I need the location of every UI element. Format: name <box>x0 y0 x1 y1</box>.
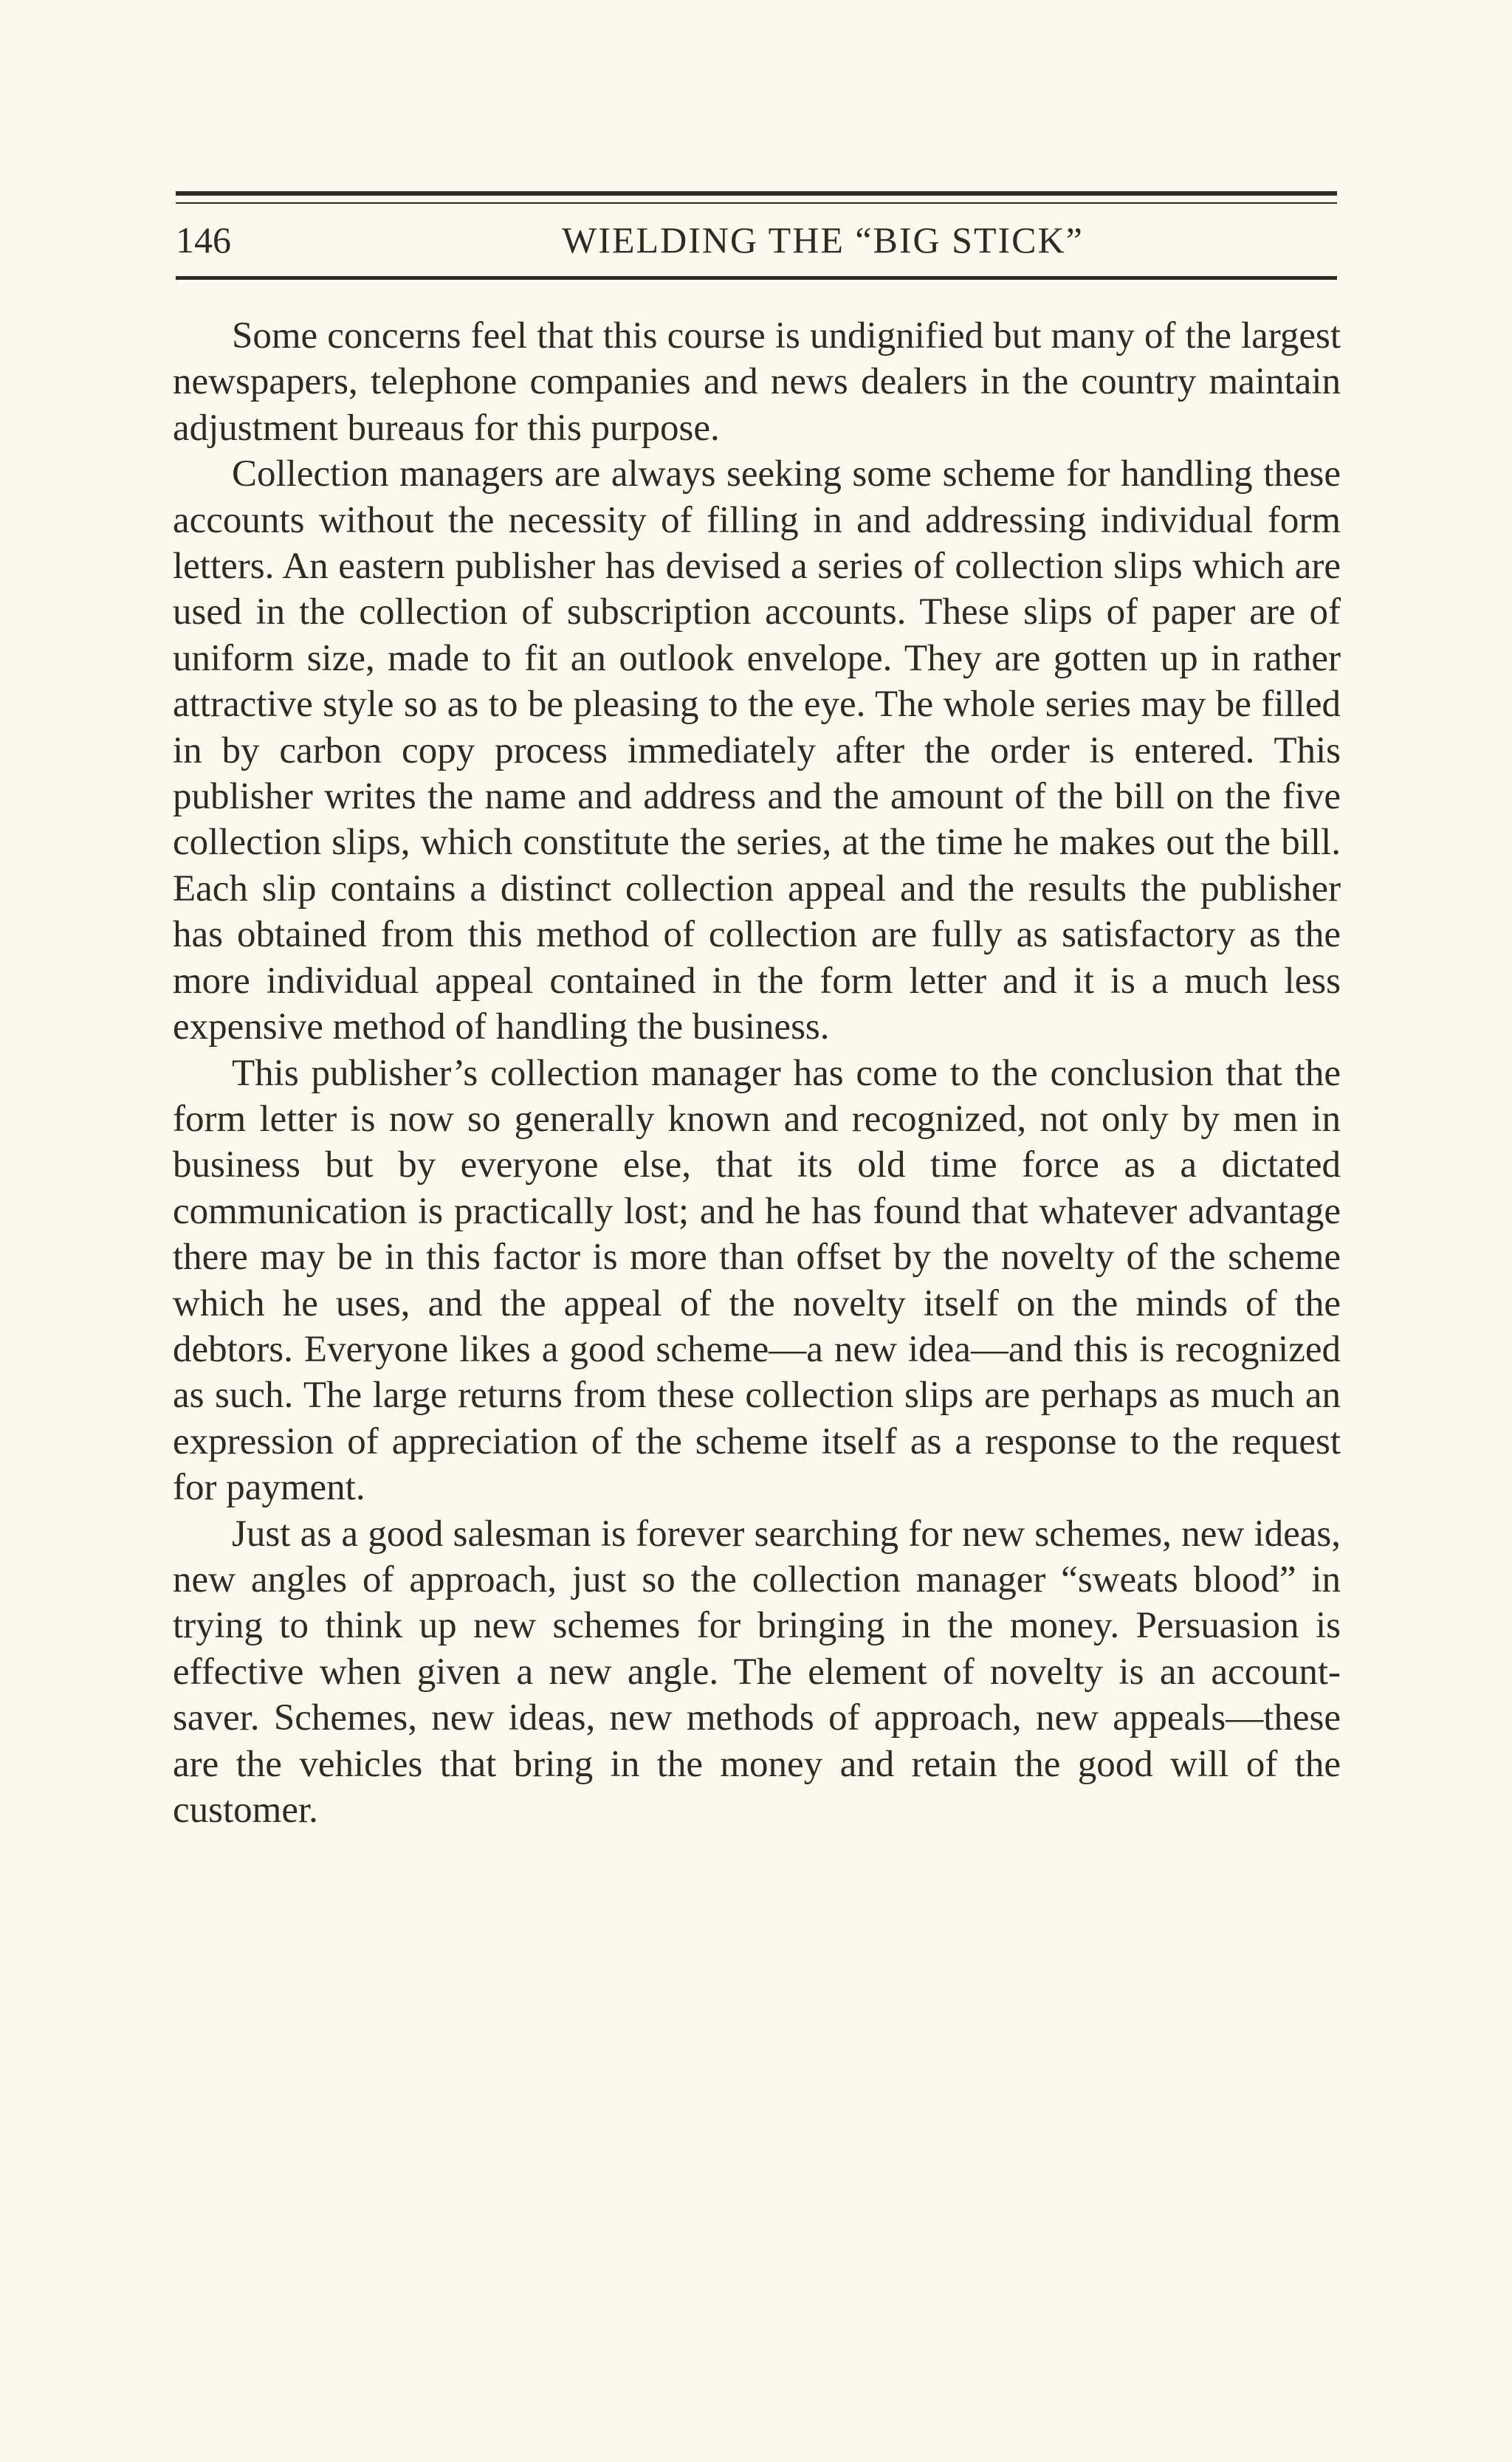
paragraph: This publisher’s collection manager has come to the conclusion that the form letter is now so generally known and recognized, not only by men in business but by everyone else, that its old time force as a dictated communication is practically lost; and he has found that whatever advantage there may be in this factor is more than offset by the novelty of the scheme which he uses, and the appeal of the novelty itself on the minds of the debtors. Everyone likes a good scheme—a new idea—and this is recognized as such. The large returns from these collection slips are perhaps as much an expression of appreciation of the scheme itself as a response to the request for payment. <box>173 1052 1341 1509</box>
page-number: 146 <box>176 219 231 261</box>
paragraph: Just as a good salesman is forever searching for new schemes, new ideas, new angles of approach, just so the collection manager “sweats blood” in trying to think up new schemes for bringing in the money. Persuasion is effective when given a new angle. The element of novelty is an account-saver. Schemes, new ideas, new methods of approach, new appeals—these are the vehicles that bring in the money and retain the good will of the customer. <box>173 1513 1341 1831</box>
header-rule-bottom <box>176 276 1337 280</box>
paragraph: Some concerns feel that this course is undignified but many of the largest newspapers, telephone companies and news dealers in the country maintain adjustment bureaus for this purpose. <box>173 315 1341 449</box>
body-text <box>173 313 1341 1833</box>
header-rule-top <box>176 191 1337 196</box>
paragraph: Collection managers are always seeking some scheme for handling these accounts without the necessity of filling in and addressing individual form letters. An eastern publisher has devised a series of collection slips which are used in the collection of subscription accounts. These slips of paper are of uniform size, made to fit an outlook envelope. They are gotten up in rather attractive style so as to be pleasing to the eye. The whole series may be filled in by carbon copy process immediately after the order is entered. This publisher writes the name and address and the amount of the bill on the five collection slips, which constitute the series, at the time he makes out the bill. Each slip contains a distinct collection appeal and the results the publisher has obtained from this method of collection are fully as satisfactory as the more individual appeal contained in the form letter and it is a much less expensive method of handling the business. <box>173 453 1341 1048</box>
running-title: WIELDING THE “BIG STICK” <box>562 219 1084 261</box>
header-rule-top-thin <box>176 202 1337 204</box>
running-head <box>176 214 1337 266</box>
